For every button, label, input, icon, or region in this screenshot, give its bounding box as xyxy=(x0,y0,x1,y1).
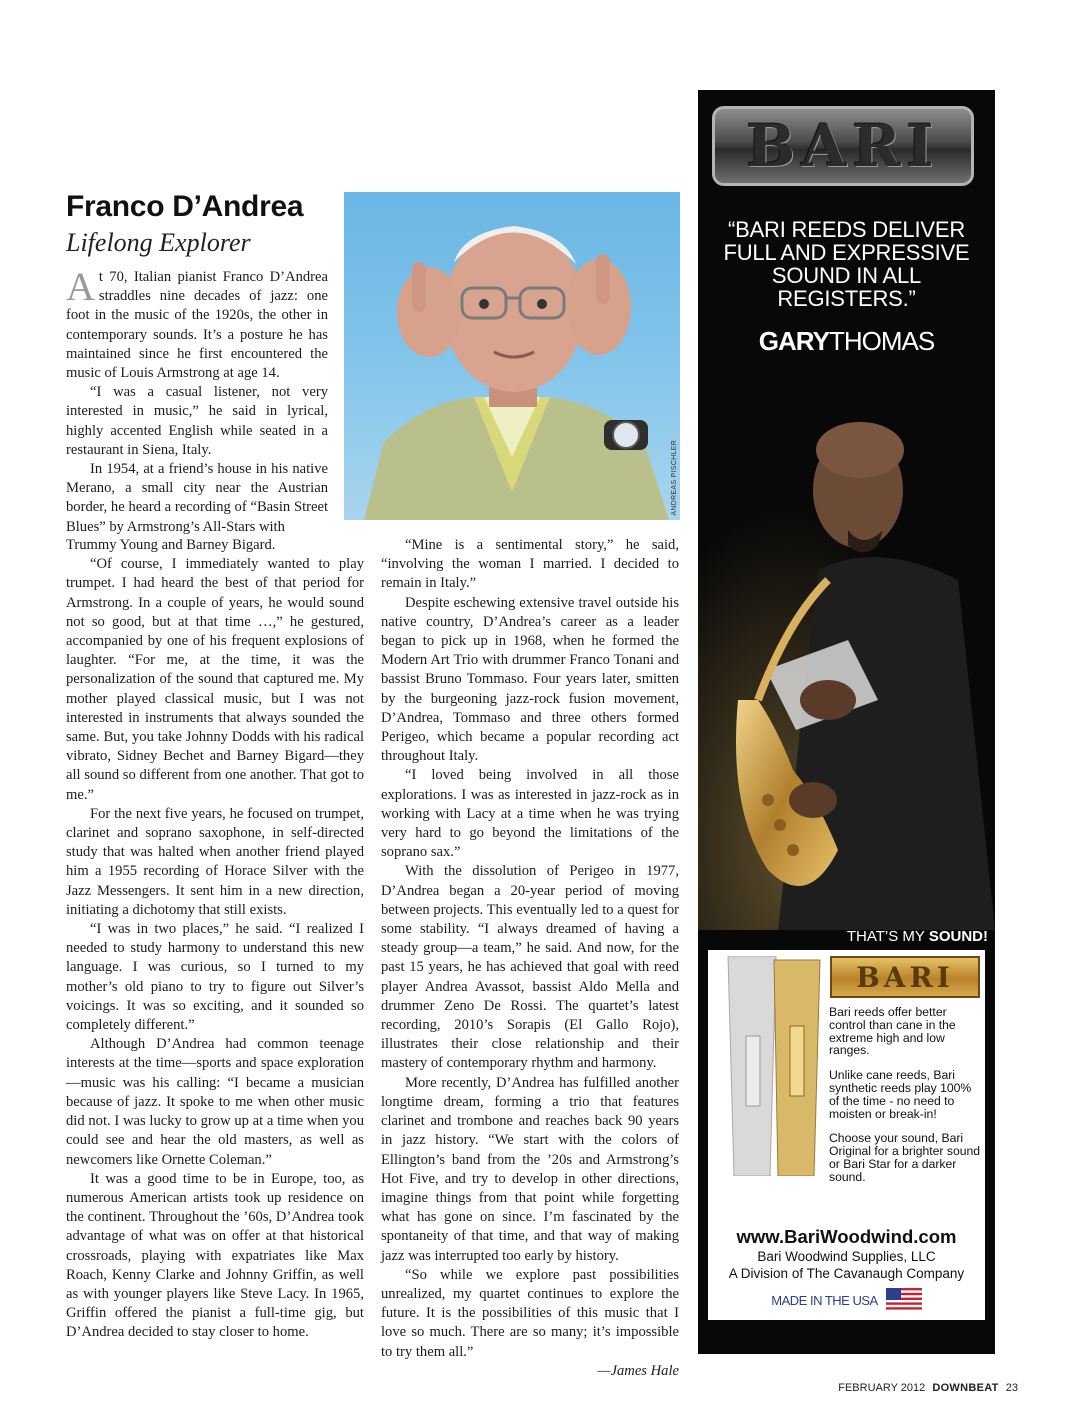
article-title: Franco D’Andrea xyxy=(66,190,304,223)
article-paragraph: “Mine is a sentimental story,” he said, “involving the woman I married. I decided to remain in Italy.” xyxy=(381,537,679,592)
article-paragraph: At 70, Italian pianist Franco D’Andrea straddles nine decades of jazz: one foot in the music of the 1920s, the other in contemporary sounds. It’s a posture he has maintained since he first encountered the music of Louis Armstrong at age 14. xyxy=(66,264,328,382)
endorser-last-name: THOMAS xyxy=(828,326,935,356)
endorser-name xyxy=(698,326,995,357)
article-paragraph: “I was in two places,” he said. “I realized I needed to study harmony to understand this new language. I was curious, so I turned to my mother’s old piano to try to figure out Silver’s voicings. It was so exciting, and it sounded so completely different.” xyxy=(66,921,364,1034)
article-paragraph: “I loved being involved in all those explorations. I was as interested in jazz-rock as in working with Lacy at a time when he was trying very hard to go beyond the limitations of the soprano sax.” xyxy=(381,767,679,861)
article-col1-top xyxy=(66,264,328,537)
photo-credit: ANDREAS PISCHLER xyxy=(671,440,678,516)
ad-copy xyxy=(829,1006,981,1196)
portrait-photo xyxy=(344,192,680,520)
issue-date: FEBRUARY 2012 xyxy=(838,1382,926,1394)
article-paragraph: Despite eschewing extensive travel outside his native country, D’Andrea’s career as a leader began to pick up in 1968, when he formed the Modern Art Trio with drummer Franco Tonani and bassist Bruno Tommaso. Four years later, smitten by the burgeoning jazz-rock fusion movement, D’Andrea, Tommaso and three others formed Perigeo, which became a popular recording act throughout Italy. xyxy=(381,594,679,765)
page-footer xyxy=(834,1382,1018,1394)
article-paragraph: “I was a casual listener, not very interested in music,” he said in lyrical, highly accented English while seated in a restaurant in Siena, Italy. xyxy=(66,384,328,458)
endorser-first-name: GARY xyxy=(758,326,829,356)
us-flag-icon xyxy=(886,1288,922,1312)
article-paragraph: Although D’Andrea had common teenage interests at the time—sports and space exploration—music was his calling: “I became a musician because of jazz. It spoke to me when other music did not. I was lucky to grow up at a time when you could see and hear the old masters, as well as newcomers like Ornette Coleman.” xyxy=(66,1036,364,1168)
article-paragraph xyxy=(381,1266,679,1362)
ad-copy-paragraph: Unlike cane reeds, Bari synthetic reeds play 100% of the time - no need to moisten or break-in! xyxy=(829,1068,972,1121)
bari-logo: BARI xyxy=(746,112,940,180)
saxophonist-photo xyxy=(698,370,995,930)
article-col1 xyxy=(66,536,364,1343)
ad-website-link[interactable]: www.BariWoodwind.com xyxy=(736,1226,957,1247)
ad-quote: “BARI REEDS DELIVER FULL AND EXPRESSIVE SOUND IN ALL REGISTERS.” xyxy=(723,217,970,311)
ad-company xyxy=(708,1248,985,1282)
article-paragraph: It was a good time to be in Europe, too, as numerous American artists took up residence on the continent. Throughout the ’60s, D’Andrea took advantage of what was on offer at that historical crossroads, playing with expatriates like Max Roach, Kenny Clarke and Johnny Griffin, as well as with younger players like Steve Lacy. In 1965, Griffin offered the pianist a full-time gig, but D’Andrea decided to stay closer to home. xyxy=(66,1170,364,1341)
bari-advertisement xyxy=(698,90,995,1354)
company-name: Bari Woodwind Supplies, LLC xyxy=(757,1249,936,1264)
ad-copy-paragraph: Choose your sound, Bari Original for a brighter sound or Bari Star for a darker sound. xyxy=(829,1131,981,1184)
reed-icon xyxy=(716,956,828,1176)
ad-tagline: THAT’S MY SOUND! xyxy=(846,928,988,945)
drop-cap: A xyxy=(66,264,95,309)
bari-reed-logo: BARI xyxy=(830,956,980,998)
author-signoff: —James Hale xyxy=(597,1362,679,1379)
signoff-row xyxy=(381,1362,679,1381)
article-paragraph-text: “So while we explore past possibilities unrealized, my quartet continues to explore the future. It is the possibilities of this music that I love so much. There are so many; it’s impossible to try them all.” xyxy=(381,1266,679,1360)
article-paragraph: Trummy Young and Barney Bigard. xyxy=(66,537,276,553)
made-in-usa xyxy=(708,1288,985,1312)
article-subtitle: Lifelong Explorer xyxy=(66,228,251,257)
company-division: A Division of The Cavanaugh Company xyxy=(728,1266,965,1281)
ad-copy-paragraph: Bari reeds offer better control than cane in the extreme high and low ranges. xyxy=(829,1005,956,1058)
magazine-name: DOWNBEAT xyxy=(932,1382,999,1394)
page-number: 23 xyxy=(1005,1382,1018,1394)
article-paragraph: For the next five years, he focused on trumpet, clarinet and soprano saxophone, in self-directed study that was halted when another friend played him a 1955 recording of Horace Silver with the Jazz Messengers. It sent him in a new direction, initiating a dichotomy that still exists. xyxy=(66,805,364,918)
article-paragraph: In 1954, at a friend’s house in his native Merano, a small city near the Austrian border, he heard a recording of “Basin Street Blues” by Armstrong’s All-Stars with xyxy=(66,461,328,535)
bari-logo-plate xyxy=(712,106,974,186)
made-in-usa-label: MADE IN THE USA xyxy=(771,1292,878,1308)
article-paragraph: With the dissolution of Perigeo in 1977, D’Andrea began a 20-year period of moving between projects. This eventually led to a quest for some stability. “I always dreamed of having a steady group—a team,” he said. And now, for the past 15 years, he has achieved that goal with reed player Andrea Avassot, bassist Aldo Mella and drummer Zeno De Rossi. The quartet’s latest recording, 2010’s Sorapis (El Gallo Rojo), illustrates their close relationship and their mastery of contemporary rhythm and harmony. xyxy=(381,863,679,1072)
ad-product-panel xyxy=(708,950,985,1320)
article-col2 xyxy=(381,536,679,1381)
portrait-illustration xyxy=(344,192,680,520)
article-paragraph: “Of course, I immediately wanted to play trumpet. I had heard the best of that period for Armstrong. In a couple of years, he would sound not so good, but at that time …,” he gestured, accompanied by one of his frequent explosions of laughter. “For me, at the time, it was the personalization of the sound that captured me. My mother played classical music, but I was not interested in instruments that always sounded the same. But, you take Johnny Dodds with his radical vibrato, Sidney Bechet and Barney Bigard—they all sound so different from one another. That got to me.” xyxy=(66,556,364,803)
article-paragraph: More recently, D’Andrea has fulfilled another longtime dream, forming a trio that features clarinet and trombone and reaches back 90 years in jazz history. “We start with the colors of Ellington’s band from the ’20s and Armstrong’s Hot Five, and try to develop in other directions, imagine things from that point while forgetting what has gone on since. I’m fascinated by the spontaneity of that time, and that way of making jazz was interrupted too early by history. xyxy=(381,1074,679,1264)
